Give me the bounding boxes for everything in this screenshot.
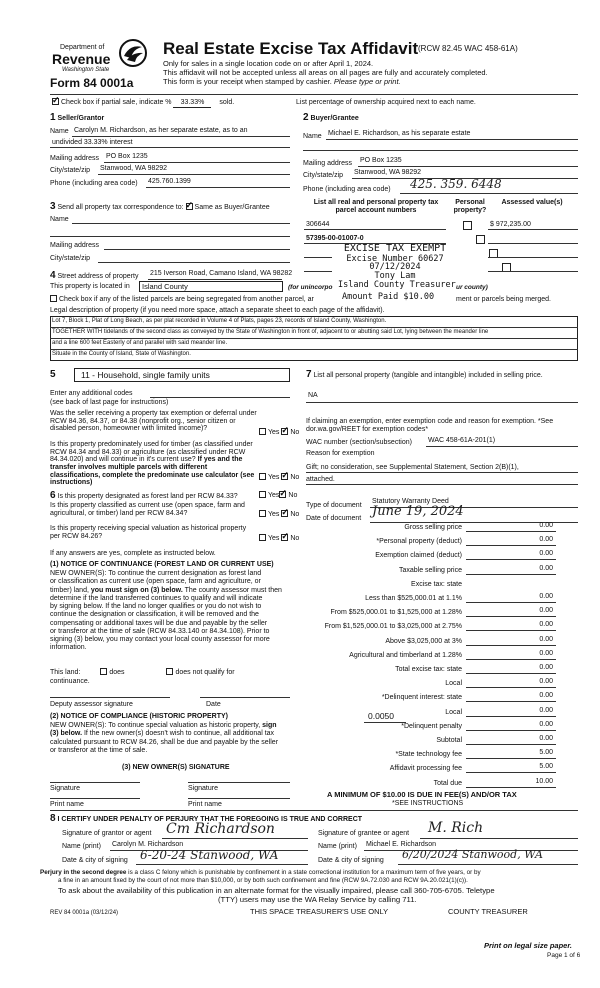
buyer-name[interactable]: Michael E. Richardson, as his separate estate — [328, 130, 471, 137]
personal-col-header: Personal property? — [453, 199, 487, 215]
exemption-yes-checkbox[interactable] — [259, 428, 266, 435]
unincorporated-note-a: (for unincorpo — [288, 284, 333, 291]
grantee-date-city[interactable]: 6/20/2024 Stanwood, WA — [402, 848, 543, 861]
grantor-name-label: Name (print) — [62, 843, 101, 850]
alt-format-line-2: (TTY) users may use the WA Relay Service by calling 711. — [218, 895, 417, 904]
see-instructions: *SEE INSTRUCTIONS — [392, 800, 464, 807]
tax-row-line — [466, 602, 556, 603]
timber-no-checkbox[interactable] — [281, 473, 288, 480]
notice-2-text: NEW OWNER(S): To continue special valuation as historic property, sign (3) below. If the new owner(s) doesn't wish to continue, all additional tax calculated pursuant to RCW 84.26, shall be due and payable by the seller or transferor at the time of sale. — [50, 722, 279, 754]
form-number: Form 84 0001a — [50, 76, 134, 90]
tax-row-label: *Personal property (deduct) — [376, 538, 462, 546]
sec3-name-label: Name — [50, 216, 69, 223]
tax-row-value[interactable]: 0.00 — [539, 593, 553, 600]
exemption-no-checkbox[interactable] — [281, 428, 288, 435]
sec3-city-label: City/state/zip — [50, 255, 91, 262]
tax-row-line — [466, 574, 556, 575]
current-use-question: Is this property classified as current use (open space, farm and agricultural, or timber) land per RCW 84.34? — [50, 502, 245, 517]
notice-1-title: (1) NOTICE OF CONTINUANCE (FOREST LAND OR CURRENT USE) — [50, 561, 274, 568]
subtitle-3: This form is your receipt when stamped by cashier. Please type or print. — [163, 77, 401, 86]
land-use-code[interactable]: 11 - Household, single family units — [74, 368, 290, 382]
doc-type-label: Type of document — [306, 502, 362, 509]
seller-mail-label: Mailing address — [50, 155, 100, 162]
doc-date-label: Date of document — [306, 515, 362, 522]
tax-row-line — [466, 645, 556, 646]
tax-row-line — [466, 758, 556, 759]
does-not-checkbox[interactable] — [166, 668, 173, 675]
tax-row-line — [466, 630, 556, 631]
seller-name[interactable]: Carolyn M. Richardson, as her separate estate, as to an — [74, 127, 248, 134]
street-address[interactable]: 215 Iverson Road, Camano Island, WA 98282 — [150, 270, 293, 277]
notice-1-text: NEW OWNER(S): To continue the current designation as forest land or classification as current use (open space, farm and agriculture, or timber) land, you must sign on (3) below. The county assessor must then determine if the land transferred continues to qualify and will indicate by signing below. If the land no longer qualifies or you do not wish to continue the designation or classification, it will be removed and the compensating or additional taxes will be due and payable by the seller or transferor at the time of sale (RCW 84.33.140 or 84.34.108). Prior to signing (3) below, you may contact your local county assessor for more information. — [50, 570, 282, 652]
tax-row-label: Exemption claimed (deduct) — [375, 552, 462, 560]
owner-print-label-2: Print name — [188, 801, 222, 808]
buyer-city[interactable]: Stanwood, WA 98292 — [354, 169, 422, 176]
personal-property-checkbox-1[interactable] — [463, 221, 472, 230]
stamp-amount-paid: Amount Paid $10.00 — [342, 292, 435, 302]
notice-3-title: (3) NEW OWNER(S) SIGNATURE — [122, 764, 230, 771]
timber-yes-no: Yes ✓ No — [259, 473, 299, 482]
forest-no-checkbox[interactable] — [279, 491, 286, 498]
sec3-label: 3 Send all property tax correspondence to: ✓ Same as Buyer/Grantee — [50, 201, 270, 213]
revision: REV 84 0001a (03/12/24) — [50, 910, 119, 916]
tax-row-value[interactable]: 0.00 — [539, 607, 553, 615]
tax-row-line — [466, 716, 556, 717]
personal-property-value[interactable]: NA — [308, 392, 318, 399]
seller-name-label: Name — [50, 128, 69, 135]
tax-row-value[interactable]: 5.00 — [539, 763, 553, 771]
street-address-row: 4 Street address of property — [50, 270, 139, 281]
tax-row-value[interactable]: 0.00 — [539, 678, 553, 686]
page-title: Real Estate Excise Tax Affidavit — [163, 39, 419, 58]
tax-row-line — [466, 687, 556, 688]
exemption-yes-no: Yes ✓ No — [259, 428, 299, 437]
tax-row-line — [466, 545, 556, 546]
county-treasurer: COUNTY TREASURER — [448, 907, 528, 916]
alt-format-line-1: To ask about the availability of this publication in an alternate format for the visually impaired, please call 360-705-6705. Teletype — [58, 886, 495, 895]
seller-mail[interactable]: PO Box 1235 — [106, 153, 148, 160]
segregation-row-b: ment or parcels being merged. — [456, 296, 551, 303]
assessed-col-header: Assessed value(s) — [501, 199, 563, 206]
legal-line-3: and a line 600 feet Easterly of and parallel with said meander line. — [52, 340, 228, 346]
personal-property-label: 7 List all personal property (tangible and intangible) included in selling price. — [306, 369, 543, 380]
tax-row-label: From $525,000.01 to $1,525,000 at 1.28% — [330, 609, 462, 617]
tax-row-value[interactable]: 0.00 — [539, 692, 553, 700]
reason-line-1[interactable]: Gift; no consideration, see Supplemental Statement, Section 2(B)(1), — [306, 464, 519, 471]
historic-yes-checkbox[interactable] — [259, 534, 266, 541]
tax-row-label: Total excise tax: state — [395, 666, 462, 673]
sec5-num: 5 — [50, 369, 56, 380]
additional-codes-note: (see back of last page for instructions) — [50, 399, 169, 406]
legal-label: Legal description of property (if you need more space, attach a separate sheet to each page of the affidavit). — [50, 307, 385, 314]
seller-name-2[interactable]: undivided 33.33% interest — [52, 139, 133, 146]
tax-row-label: Less than $525,000.01 at 1.1% — [365, 595, 462, 602]
stamp-county-treasurer: Island County Treasurer — [338, 280, 456, 290]
partial-sale-row: ✓Check box if partial sale, indicate % 33.33% sold. — [52, 98, 234, 108]
tax-row-value[interactable]: 5.00 — [539, 749, 553, 757]
owner-print-label-1: Print name — [50, 801, 84, 808]
tax-row-label: Local — [445, 680, 462, 688]
tax-row-line — [466, 787, 556, 788]
tax-row-label: Gross selling price — [404, 524, 462, 531]
parcel-col-header: List all real and personal property tax parcel account numbers — [313, 199, 439, 215]
grantee-name[interactable]: Michael E. Richardson — [366, 841, 437, 848]
tax-row-label: From $1,525,000.01 to $3,025,000 at 2.75% — [324, 623, 462, 631]
tax-row-line — [466, 559, 556, 560]
minimum-due: A MINIMUM OF $10.00 IS DUE IN FEE(S) AND/OR TAX — [327, 790, 517, 799]
tax-row-value[interactable]: 0.00 — [539, 720, 553, 728]
assessed-value-1[interactable]: $ 972,235.00 — [490, 221, 531, 228]
timber-yes-checkbox[interactable] — [259, 473, 266, 480]
tax-row-line — [466, 701, 556, 702]
tax-row-label: Excise tax: state — [411, 580, 462, 588]
tax-row-value[interactable]: 0.00 — [539, 536, 553, 544]
tax-row-value[interactable]: 0.00 — [539, 621, 553, 629]
dept-line-2: Revenue — [52, 51, 111, 67]
dept-line-3: Washington State — [62, 67, 110, 73]
forest-question: 6 Is this property designated as forest land per RCW 84.33? — [50, 490, 238, 501]
land-continuance-row: This land: does does not qualify for — [50, 669, 235, 676]
buyer-heading: 2 Buyer/Grantee — [303, 112, 359, 123]
owner-sig-label-2: Signature — [188, 785, 218, 792]
tax-row-value[interactable]: 0.00 — [539, 649, 553, 657]
tax-row-label: *Delinquent interest: state — [381, 694, 462, 702]
grantor-name[interactable]: Carolyn M. Richardson — [112, 841, 184, 848]
seller-city-label: City/state/zip — [50, 167, 91, 174]
sec3-mail-label: Mailing address — [50, 242, 100, 249]
forest-yes-checkbox[interactable] — [259, 491, 266, 498]
treasurer-stamp: EXCISE TAX EXEMPT Excise Number 60627 07/12/2024 Tony Lam — [343, 243, 447, 282]
location-county[interactable]: Island County — [139, 281, 283, 292]
does-checkbox[interactable] — [100, 668, 107, 675]
subtitle-2: This affidavit will not be accepted unless all areas on all pages are fully and accurately completed. — [163, 68, 488, 77]
tax-row-value[interactable]: 10.00 — [535, 777, 553, 785]
wac-number[interactable]: WAC 458-61A-201(1) — [428, 437, 496, 444]
tax-row-label: Affidavit processing fee — [389, 765, 462, 773]
ownership-note: List percentage of ownership acquired next to each name. — [296, 99, 476, 106]
legal-line-2: TOGETHER WITH tidelands of the second class as conveyed by the State of Washington in front of, adjacent to or abutting said Lot, lying between the meander line — [52, 329, 489, 335]
perjury-line-2: a fine in an amount fixed by the court of not more than $10,000, or by both such confinement and fine (RCW 9A.72.030 and RCW 9A.20.021(1)(c)). — [58, 877, 468, 884]
legal-paper-note: Print on legal size paper. — [484, 941, 572, 950]
tax-row-value[interactable]: 0.00 — [539, 564, 553, 572]
tax-row-line — [466, 772, 556, 773]
parcel-2[interactable]: 57395-00-01007-0 — [306, 235, 364, 242]
local-rate-line — [364, 722, 406, 723]
tax-row-label: Local — [445, 708, 462, 716]
grantor-signature[interactable]: Cm Richardson — [166, 821, 275, 837]
location-label: This property is located in — [50, 283, 130, 290]
tax-row-value[interactable]: 0.00 — [539, 664, 553, 671]
grantee-name-label: Name (print) — [318, 843, 357, 850]
partial-sale-checkbox[interactable] — [52, 98, 59, 105]
buyer-phone-label: Phone (including area code) — [303, 186, 391, 193]
grantee-signature[interactable]: M. Rich — [428, 820, 484, 836]
deputy-signature-label: Deputy assessor signature — [50, 701, 133, 708]
forest-yes-no: Yes✓ No — [259, 491, 297, 500]
buyer-mail[interactable]: PO Box 1235 — [360, 157, 402, 164]
current-use-yes-checkbox[interactable] — [259, 510, 266, 517]
dor-logo-icon — [118, 38, 148, 68]
tax-row-line — [466, 673, 556, 674]
seller-heading: 1 Seller/Grantor — [50, 112, 105, 123]
unincorporated-note-b: ur county) — [456, 284, 488, 291]
historic-yes-no: Yes ✓ No — [259, 534, 299, 543]
perjury-line-1: Perjury in the second degree is a class C felony which is punishable by confinement in a state correctional institution for a maximum term of five years, or by — [40, 869, 481, 876]
tax-row-label: Subtotal — [436, 737, 462, 744]
continuance-label: continuance. — [50, 678, 90, 685]
rcw-ref: (RCW 82.45 WAC 458-61A) — [418, 44, 518, 53]
grantor-date-city[interactable]: 6-20-24 Stanwood, WA — [140, 848, 279, 862]
tax-row-label: Total due — [433, 779, 462, 787]
same-as-buyer-checkbox[interactable] — [186, 203, 193, 210]
tax-row-label: Taxable selling price — [398, 566, 462, 574]
parcel-1[interactable]: 306644 — [306, 221, 330, 228]
tax-row-line — [466, 616, 556, 617]
tax-row-value[interactable]: 0.00 — [539, 706, 553, 714]
tax-row-label: *Delinquent penalty — [401, 722, 462, 730]
tax-row-value[interactable]: 0.00 — [539, 735, 553, 742]
local-rate[interactable]: 0.0050 — [368, 711, 394, 721]
notice-2-title: (2) NOTICE OF COMPLIANCE (HISTORIC PROPERTY) — [50, 713, 228, 720]
grantee-date-label: Date & city of signing — [318, 857, 384, 864]
segregation-row-a: Check box if any of the listed parcels are being segregated from another parcel, ar — [50, 295, 314, 304]
buyer-mail-label: Mailing address — [303, 160, 353, 167]
legal-line-1: Lot 7, Block 1, Plat of Long Beach, as per plat recorded in Volume 4 of Plats, pages 23, records of Island County, Washington. — [52, 318, 387, 324]
buyer-city-label: City/state/zip — [303, 172, 344, 179]
tax-row-line — [466, 744, 556, 745]
seller-phone-label: Phone (including area code) — [50, 180, 138, 187]
deputy-date-label: Date — [206, 701, 221, 708]
claim-exemption-label: If claiming an exemption, enter exemption code and reason for exemption. *See dor.wa.gov/REET for exemption codes* — [306, 418, 554, 434]
treasurer-use-only: THIS SPACE TREASURER'S USE ONLY — [250, 907, 389, 916]
tax-row-label: Agricultural and timberland at 1.28% — [349, 651, 462, 659]
timber-question: Is this property predominately used for timber (as classified under RCW 84.34 and 84.33) or agriculture (as classified under RCW 84.34.020) and will continue in it's current use? If yes and the transfer involves multiple parcels with different classifications, complete the predominate use calculator (see instructions) — [50, 441, 255, 487]
segregation-checkbox[interactable] — [50, 295, 57, 302]
buyer-phone[interactable]: 425. 359. 6448 — [410, 177, 502, 191]
certify-heading: 8 I CERTIFY UNDER PENALTY OF PERJURY THAT THE FOREGOING IS TRUE AND CORRECT — [50, 813, 363, 824]
tax-row-line — [466, 730, 556, 731]
tax-row-line — [466, 659, 556, 660]
answers-note: If any answers are yes, complete as instructed below. — [50, 550, 216, 557]
partial-percent[interactable]: 33.33% — [173, 99, 211, 108]
historic-no-checkbox[interactable] — [281, 534, 288, 541]
grantee-sig-label: Signature of grantee or agent — [318, 830, 410, 837]
buyer-name-label: Name — [303, 133, 322, 140]
reason-label: Reason for exemption — [306, 450, 375, 457]
dept-line-1: Department of — [60, 44, 105, 51]
tax-row-value[interactable]: 0.00 — [539, 550, 553, 558]
tax-row-value[interactable]: 0.00 — [539, 635, 553, 643]
grantor-sig-label: Signature of grantor or agent — [62, 830, 152, 837]
tax-row-value[interactable]: 0.00 — [539, 522, 553, 529]
tax-row-label: *State technology fee — [395, 751, 462, 759]
exemption-question: Was the seller receiving a property tax exemption or deferral under RCW 84.36, 84.37, or 84.38 (nonprofit org., senior citizen or disabled person, homeowner with limited income)? — [50, 410, 257, 433]
page-number: Page 1 of 6 — [547, 952, 581, 959]
current-use-no-checkbox[interactable] — [281, 510, 288, 517]
tax-row-label: Above $3,025,000 at 3% — [385, 637, 462, 645]
wac-label: WAC number (section/subsection) — [306, 439, 412, 446]
seller-phone[interactable]: 425.760.1399 — [148, 178, 191, 185]
subtitle-1: Only for sales in a single location code on or after April 1, 2024. — [163, 59, 374, 68]
grantor-date-label: Date & city of signing — [62, 857, 128, 864]
personal-property-checkbox-2[interactable] — [476, 235, 485, 244]
owner-sig-label-1: Signature — [50, 785, 80, 792]
historic-question: Is this property receiving special valuation as historical property per RCW 84.26? — [50, 525, 247, 540]
tax-row-line — [466, 531, 556, 532]
seller-city[interactable]: Stanwood, WA 98292 — [100, 165, 168, 172]
reason-line-2[interactable]: attached. — [306, 476, 335, 483]
current-use-yes-no: Yes ✓ No — [259, 510, 299, 519]
legal-line-4: Situate in the County of Island, State of Washington. — [52, 351, 191, 357]
doc-type[interactable]: Statutory Warranty Deed — [372, 498, 449, 505]
doc-date[interactable]: June 19, 2024 — [372, 504, 464, 519]
additional-codes-label: Enter any additional codes — [50, 390, 133, 397]
